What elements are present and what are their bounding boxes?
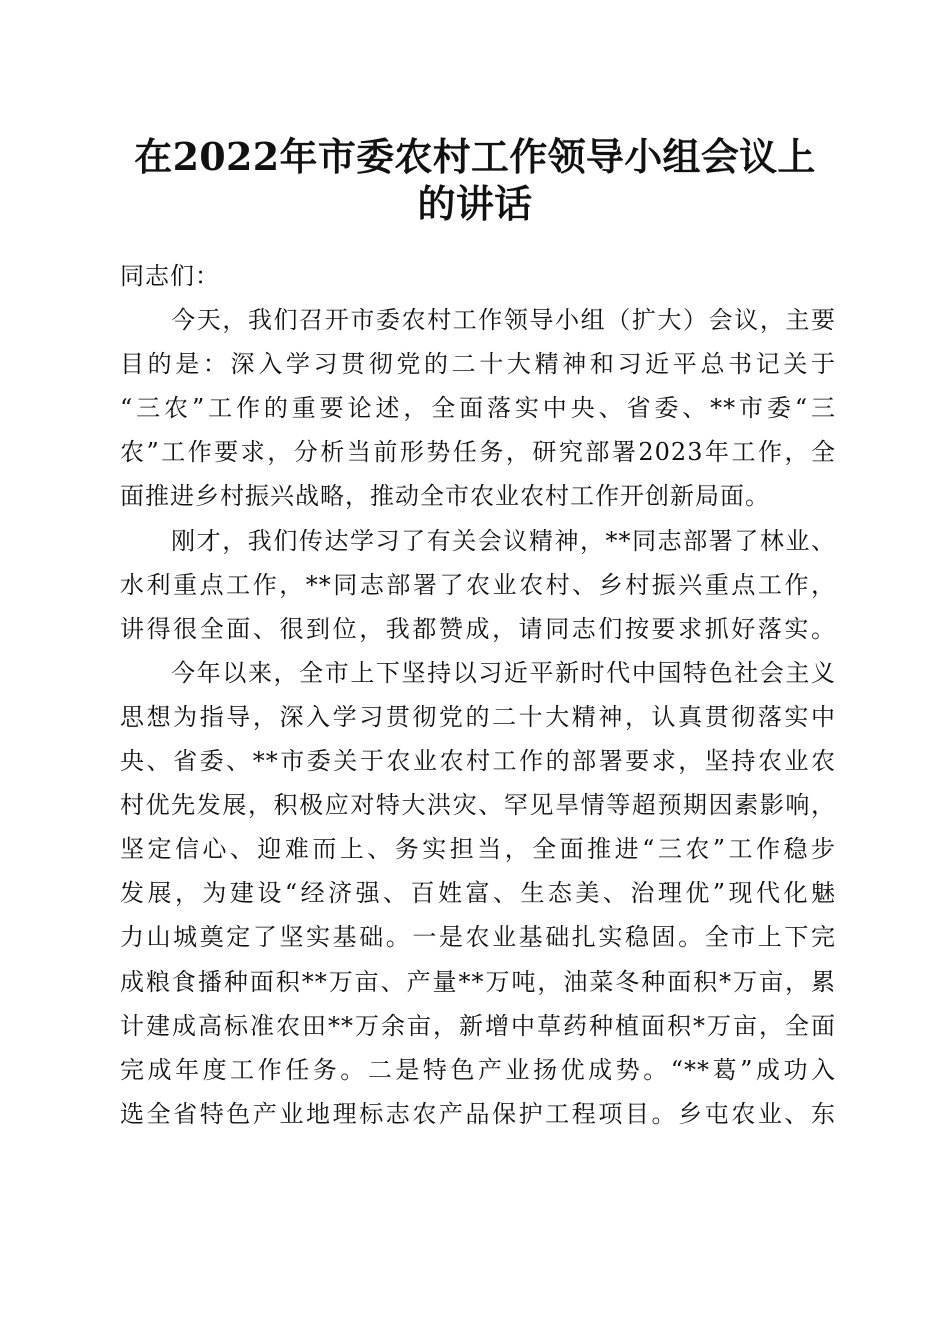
body-line: 坚定信心、迎难而上、务实担当，全面推进“三农”工作稳步 [120,835,836,864]
body-line: 面推进乡村振兴战略，推动全市农业农村工作开创新局面。 [120,482,770,511]
document-title: 在2022年市委农村工作领导小组会议上的讲话 [134,134,816,226]
body-line: 发展，为建设“经济强、百姓富、生态美、治理优”现代化魅 [120,879,836,908]
body-line: 力山城奠定了坚实基础。一是农业基础扎实稳固。全市上下完 [120,923,836,952]
body-line: 刚才，我们传达学习了有关会议精神，**同志部署了林业、 [120,526,836,555]
body-line: 讲得很全面、很到位，我都赞成，请同志们按要求抓好落实。 [120,614,836,643]
body-line: 村优先发展，积极应对特大洪灾、罕见旱情等超预期因素影响， [120,791,836,820]
body-line: 完成年度工作任务。二是特色产业扬优成势。“**葛”成功入 [120,1055,836,1084]
body-line: 目的是：深入学习贯彻党的二十大精神和习近平总书记关于 [120,350,836,379]
body-line: 今年以来，全市上下坚持以习近平新时代中国特色社会主义 [120,658,836,687]
body-line: 央、省委、**市委关于农业农村工作的部署要求，坚持农业农 [120,747,836,776]
salutation: 同志们： [120,262,220,290]
body-line: 思想为指导，深入学习贯彻党的二十大精神，认真贯彻落实中 [120,702,836,731]
document-body [120,254,836,1136]
body-line: “三农”工作的重要论述，全面落实中央、省委、**市委“三 [120,394,836,423]
body-line: 水利重点工作，**同志部署了农业农村、乡村振兴重点工作， [120,570,836,599]
body-line: 选全省特色产业地理标志农产品保护工程项目。乡屯农业、东 [120,1099,836,1128]
body-line: 成粮食播种面积**万亩、产量**万吨，油菜冬种面积*万亩，累 [120,967,836,996]
body-line: 计建成高标准农田**万余亩，新增中草药种植面积*万亩，全面 [120,1011,836,1040]
body-line: 今天，我们召开市委农村工作领导小组（扩大）会议，主要 [120,306,836,335]
body-line: 农”工作要求，分析当前形势任务，研究部署2023年工作，全 [120,438,836,467]
